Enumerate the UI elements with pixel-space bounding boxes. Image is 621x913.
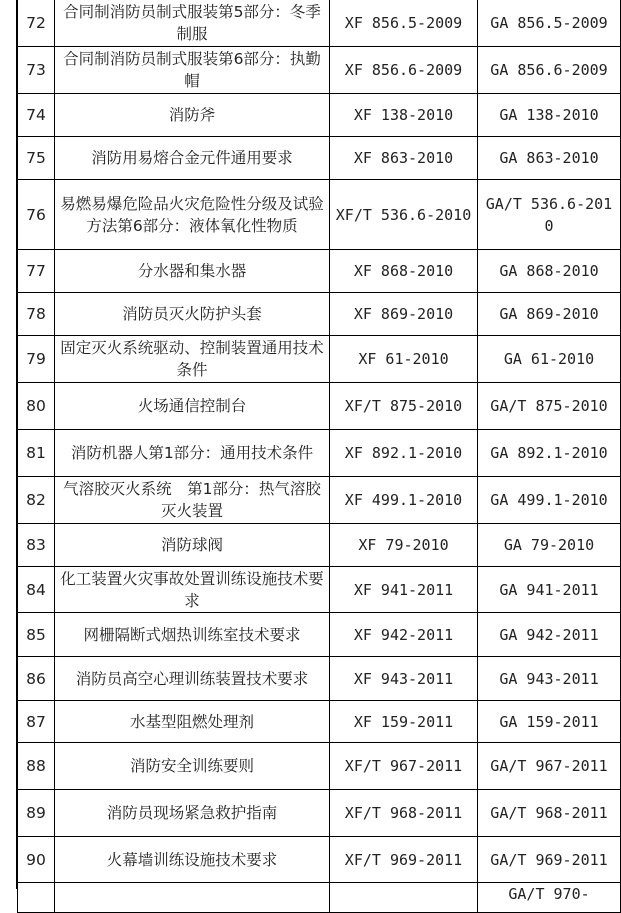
standards-table-body <box>18 0 621 913</box>
standards-table-view <box>16 0 621 903</box>
row-number: 81 <box>18 430 55 477</box>
row-number: 80 <box>18 383 55 430</box>
standard-name: 固定灭火系统驱动、控制装置通用技术条件 <box>55 336 330 383</box>
ga-code: GA/T 536.6-2010 <box>478 180 621 250</box>
ga-code: GA/T 967-2011 <box>478 743 621 790</box>
standard-name: 网栅隔断式烟热训练室技术要求 <box>55 613 330 657</box>
xf-code: XF/T 875-2010 <box>330 383 478 430</box>
ga-code: GA 942-2011 <box>478 613 621 657</box>
ga-code: GA/T 969-2011 <box>478 837 621 883</box>
row-number: 73 <box>18 47 55 94</box>
standard-name: 化工装置火灾事故处置训练设施技术要求 <box>55 567 330 613</box>
row-number: 76 <box>18 180 55 250</box>
standard-name: 消防用易熔合金元件通用要求 <box>55 137 330 180</box>
table-row <box>18 883 621 913</box>
xf-code: XF 943-2011 <box>330 657 478 701</box>
xf-code: XF 868-2010 <box>330 250 478 293</box>
table-row <box>18 524 621 567</box>
row-number: 89 <box>18 790 55 837</box>
standard-name: 消防球阀 <box>55 524 330 567</box>
row-number: 90 <box>18 837 55 883</box>
standard-name: 火场通信控制台 <box>55 383 330 430</box>
xf-code: XF 79-2010 <box>330 524 478 567</box>
table-row <box>18 293 621 336</box>
table-row <box>18 137 621 180</box>
standard-name: 消防机器人第1部分：通用技术条件 <box>55 430 330 477</box>
ga-code: GA 159-2011 <box>478 701 621 743</box>
row-number: 79 <box>18 336 55 383</box>
ga-code: GA 79-2010 <box>478 524 621 567</box>
row-number <box>18 883 55 913</box>
ga-code: GA/T 875-2010 <box>478 383 621 430</box>
table-row <box>18 47 621 94</box>
ga-code: GA 61-2010 <box>478 336 621 383</box>
xf-code: XF 942-2011 <box>330 613 478 657</box>
row-number: 75 <box>18 137 55 180</box>
table-row <box>18 336 621 383</box>
standard-name: 水基型阻燃处理剂 <box>55 701 330 743</box>
ga-code: GA 869-2010 <box>478 293 621 336</box>
row-number: 87 <box>18 701 55 743</box>
xf-code: XF/T 968-2011 <box>330 790 478 837</box>
standard-name: 消防员高空心理训练装置技术要求 <box>55 657 330 701</box>
ga-code: GA 868-2010 <box>478 250 621 293</box>
ga-code: GA 856.5-2009 <box>478 0 621 47</box>
ga-code: GA 138-2010 <box>478 94 621 137</box>
table-row <box>18 250 621 293</box>
xf-code: XF/T 967-2011 <box>330 743 478 790</box>
row-number: 85 <box>18 613 55 657</box>
xf-code: XF/T 536.6-2010 <box>330 180 478 250</box>
standard-name: 分水器和集水器 <box>55 250 330 293</box>
xf-code: XF 941-2011 <box>330 567 478 613</box>
xf-code: XF 499.1-2010 <box>330 477 478 524</box>
table-row <box>18 430 621 477</box>
xf-code: XF 869-2010 <box>330 293 478 336</box>
table-row <box>18 0 621 47</box>
row-number: 82 <box>18 477 55 524</box>
xf-code: XF 863-2010 <box>330 137 478 180</box>
xf-code: XF 138-2010 <box>330 94 478 137</box>
row-number: 88 <box>18 743 55 790</box>
xf-code: XF 856.6-2009 <box>330 47 478 94</box>
row-number: 72 <box>18 0 55 47</box>
ga-code: GA 856.6-2009 <box>478 47 621 94</box>
table-row <box>18 180 621 250</box>
ga-code: GA 943-2011 <box>478 657 621 701</box>
row-number: 74 <box>18 94 55 137</box>
standard-name <box>55 883 330 913</box>
row-number: 83 <box>18 524 55 567</box>
standard-name: 消防员现场紧急救护指南 <box>55 790 330 837</box>
standard-name: 消防员灭火防护头套 <box>55 293 330 336</box>
ga-code: GA 499.1-2010 <box>478 477 621 524</box>
ga-code: GA/T 970- <box>478 883 621 913</box>
standard-name: 易燃易爆危险品火灾危险性分级及试验方法第6部分：液体氧化性物质 <box>55 180 330 250</box>
ga-code: GA 941-2011 <box>478 567 621 613</box>
table-row <box>18 657 621 701</box>
table-row <box>18 701 621 743</box>
ga-code: GA 892.1-2010 <box>478 430 621 477</box>
table-row <box>18 790 621 837</box>
table-row <box>18 383 621 430</box>
standard-name: 气溶胶灭火系统 第1部分：热气溶胶灭火装置 <box>55 477 330 524</box>
table-row <box>18 613 621 657</box>
xf-code: XF 159-2011 <box>330 701 478 743</box>
ga-code: GA/T 968-2011 <box>478 790 621 837</box>
xf-code: XF 61-2010 <box>330 336 478 383</box>
ga-code: GA 863-2010 <box>478 137 621 180</box>
standard-name: 合同制消防员制式服装第5部分：冬季制服 <box>55 0 330 47</box>
xf-code: XF 856.5-2009 <box>330 0 478 47</box>
standard-name: 合同制消防员制式服装第6部分：执勤帽 <box>55 47 330 94</box>
table-row <box>18 743 621 790</box>
table-row <box>18 567 621 613</box>
standard-name: 消防安全训练要则 <box>55 743 330 790</box>
row-number: 86 <box>18 657 55 701</box>
row-number: 77 <box>18 250 55 293</box>
standard-name: 消防斧 <box>55 94 330 137</box>
standards-table <box>17 0 621 913</box>
table-row <box>18 477 621 524</box>
standard-name: 火幕墙训练设施技术要求 <box>55 837 330 883</box>
xf-code: XF/T 969-2011 <box>330 837 478 883</box>
xf-code: XF 892.1-2010 <box>330 430 478 477</box>
row-number: 78 <box>18 293 55 336</box>
table-row <box>18 94 621 137</box>
row-number: 84 <box>18 567 55 613</box>
xf-code <box>330 883 478 913</box>
table-row <box>18 837 621 883</box>
